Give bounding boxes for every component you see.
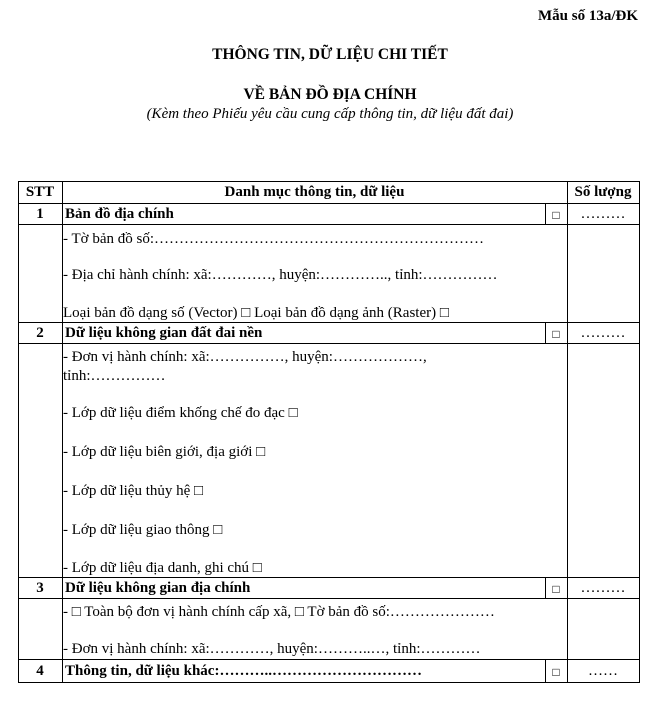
data-request-table xyxy=(18,181,640,683)
section-3-checkbox[interactable]: □ xyxy=(552,582,560,596)
section-2-stt: 2 xyxy=(36,325,44,341)
section-1-stt: 1 xyxy=(36,206,44,222)
map-sheet-number-line: - Tờ bản đồ số:………………………………………………………… xyxy=(63,231,484,247)
section-4-title: Thông tin, dữ liệu khác:………..………………………… xyxy=(65,663,422,679)
table-border-left xyxy=(18,181,19,683)
section-2-quantity: ……… xyxy=(580,325,626,341)
section-3-quantity: ……… xyxy=(580,580,626,596)
document-subtitle-heading: VỀ BẢN ĐỒ ĐỊA CHÍNH xyxy=(243,86,417,103)
table-border-top xyxy=(18,181,640,182)
row-divider xyxy=(18,598,640,599)
section-2-title: Dữ liệu không gian đất đai nền xyxy=(65,325,263,341)
layer-hydrology: - Lớp dữ liệu thủy hệ □ xyxy=(63,483,204,499)
attachment-note: (Kèm theo Phiếu yêu cầu cung cấp thông tin, dữ liệu đất đai) xyxy=(146,106,514,122)
header-category: Danh mục thông tin, dữ liệu xyxy=(224,184,405,200)
layer-place-names: - Lớp dữ liệu địa danh, ghi chú □ xyxy=(63,560,262,576)
row-divider xyxy=(18,659,640,660)
header-stt: STT xyxy=(25,184,55,200)
row-divider xyxy=(18,577,640,578)
section-4-stt: 4 xyxy=(36,663,44,679)
row-divider xyxy=(18,224,640,225)
admin-unit-line: - Đơn vị hành chính: xã:……………, huyện:………………, xyxy=(63,349,427,365)
map-format-options: Loại bản đồ dạng số (Vector) □ Loại bản đồ dạng ảnh (Raster) □ xyxy=(63,305,449,321)
commune-scope-line: - □ Toàn bộ đơn vị hành chính cấp xã, □ Tờ bản đồ số:………………… xyxy=(63,604,495,620)
section-3-stt: 3 xyxy=(36,580,44,596)
section-1-title: Bản đồ địa chính xyxy=(65,206,174,222)
section-1-quantity: ……… xyxy=(580,206,626,222)
section-4-checkbox[interactable]: □ xyxy=(552,665,560,679)
layer-transport: - Lớp dữ liệu giao thông □ xyxy=(63,522,223,538)
table-border-right xyxy=(639,181,640,683)
section-1-checkbox[interactable]: □ xyxy=(552,208,560,222)
header-quantity: Số lượng xyxy=(574,184,632,200)
province-line: tỉnh:…………… xyxy=(63,368,166,384)
row-divider xyxy=(18,343,640,344)
document-title: THÔNG TIN, DỮ LIỆU CHI TIẾT xyxy=(212,46,448,63)
admin-unit-line-3: - Đơn vị hành chính: xã:…………, huyện:………..…, tỉnh:………… xyxy=(63,641,481,657)
section-2-checkbox[interactable]: □ xyxy=(552,327,560,341)
row-divider xyxy=(18,322,640,323)
layer-control-points: - Lớp dữ liệu điểm khống chế đo đạc □ xyxy=(63,405,298,421)
table-border-bottom xyxy=(18,682,640,683)
column-divider xyxy=(567,181,568,683)
section-4-quantity: …… xyxy=(588,663,618,679)
row-divider xyxy=(18,203,640,204)
admin-address-line: - Địa chỉ hành chính: xã:…………, huyện:………….., tỉnh:…………… xyxy=(63,267,498,283)
section-3-title: Dữ liệu không gian địa chính xyxy=(65,580,251,596)
form-code: Mẫu số 13a/ĐK xyxy=(537,8,638,24)
layer-boundaries: - Lớp dữ liệu biên giới, địa giới □ xyxy=(63,444,266,460)
